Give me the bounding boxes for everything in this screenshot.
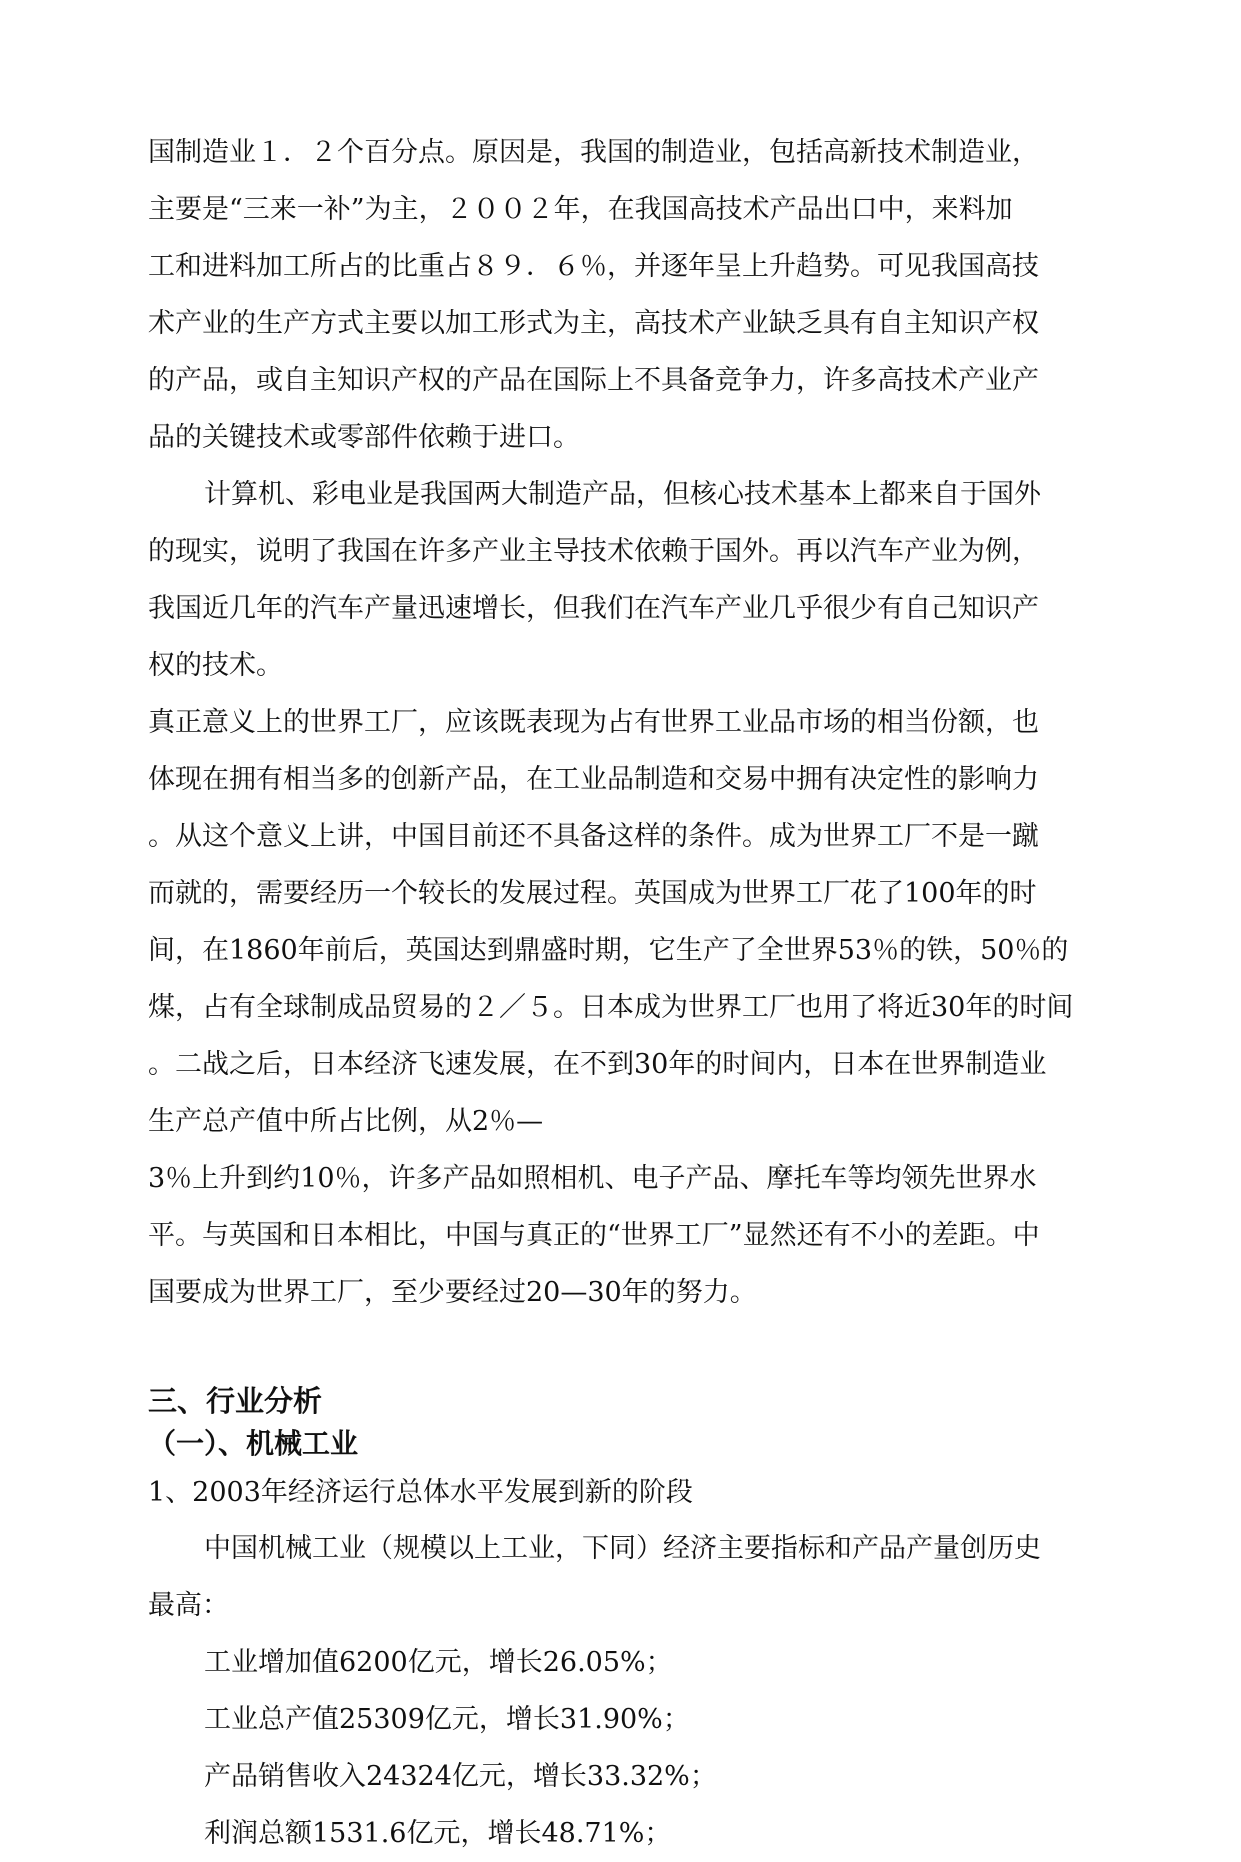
section-heading: 三、行业分析	[148, 1384, 323, 1418]
text-line: 我国近几年的汽车产量迅速增长，但我们在汽车产业几乎很少有自己知识产	[148, 593, 1039, 624]
text-line: 体现在拥有相当多的创新产品，在工业品制造和交易中拥有决定性的影响力	[148, 764, 1039, 795]
text-line: 最高：	[148, 1590, 229, 1621]
stat-total-profit: 利润总额1531.6亿元，增长48.71%；	[204, 1818, 672, 1849]
paragraph-core-technology	[148, 466, 1108, 694]
text-line: 的产品，或自主知识产权的产品在国际上不具备竞争力，许多高技术产业产	[148, 365, 1039, 396]
paragraph-world-factory	[148, 694, 1108, 1321]
text-line: 煤，占有全球制成品贸易的２／５。日本成为世界工厂也用了将近30年的时间	[148, 992, 1074, 1023]
text-line: 。从这个意义上讲，中国目前还不具备这样的条件。成为世界工厂不是一蹴	[148, 821, 1039, 852]
document-body	[148, 124, 1108, 1862]
stat-industrial-output: 工业总产值25309亿元，增长31.90%；	[204, 1704, 690, 1735]
stats-list	[148, 1634, 1108, 1862]
text-line: 生产总产值中所占比例，从2％—	[148, 1106, 544, 1137]
text-line: 中国机械工业（规模以上工业，下同）经济主要指标和产品产量创历史	[204, 1533, 1041, 1564]
text-line: 间，在1860年前后，英国达到鼎盛时期，它生产了全世界53％的铁，50％的	[148, 935, 1069, 966]
paragraph-machinery-record	[148, 1520, 1108, 1634]
text-line: 品的关键技术或零部件依赖于进口。	[148, 422, 580, 453]
stat-industrial-added-value: 工业增加值6200亿元，增长26.05%；	[204, 1647, 673, 1678]
text-line: 真正意义上的世界工厂，应该既表现为占有世界工业品市场的相当份额，也	[148, 707, 1039, 738]
text-line: 计算机、彩电业是我国两大制造产品，但核心技术基本上都来自于国外	[204, 479, 1041, 510]
text-line: 3％上升到约10％，许多产品如照相机、电子产品、摩托车等均领先世界水	[148, 1163, 1037, 1194]
text-line: 主要是“三来一补”为主，２００２年，在我国高技术产品出口中，来料加	[148, 194, 1013, 225]
text-line: 国要成为世界工厂，至少要经过20—30年的努力。	[148, 1277, 757, 1308]
paragraph-manufacturing-share	[148, 124, 1108, 466]
item-title: 1、2003年经济运行总体水平发展到新的阶段	[148, 1477, 693, 1508]
text-line: 平。与英国和日本相比，中国与真正的“世界工厂”显然还有不小的差距。中	[148, 1220, 1040, 1251]
text-line: 术产业的生产方式主要以加工形式为主，高技术产业缺乏具有自主知识产权	[148, 308, 1039, 339]
text-line: 权的技术。	[148, 650, 283, 681]
text-line: 而就的，需要经历一个较长的发展过程。英国成为世界工厂花了100年的时	[148, 878, 1037, 909]
sub-heading: （一）、机械工业	[148, 1427, 359, 1460]
text-line: 国制造业１．２个百分点。原因是，我国的制造业，包括高新技术制造业，	[148, 137, 1039, 168]
stat-sales-revenue: 产品销售收入24324亿元，增长33.32%；	[204, 1761, 717, 1792]
text-line: 的现实，说明了我国在许多产业主导技术依赖于国外。再以汽车产业为例，	[148, 536, 1039, 567]
text-line: 工和进料加工所占的比重占８９．６％，并逐年呈上升趋势。可见我国高技	[148, 251, 1039, 282]
text-line: 。二战之后，日本经济飞速发展，在不到30年的时间内，日本在世界制造业	[148, 1049, 1047, 1080]
